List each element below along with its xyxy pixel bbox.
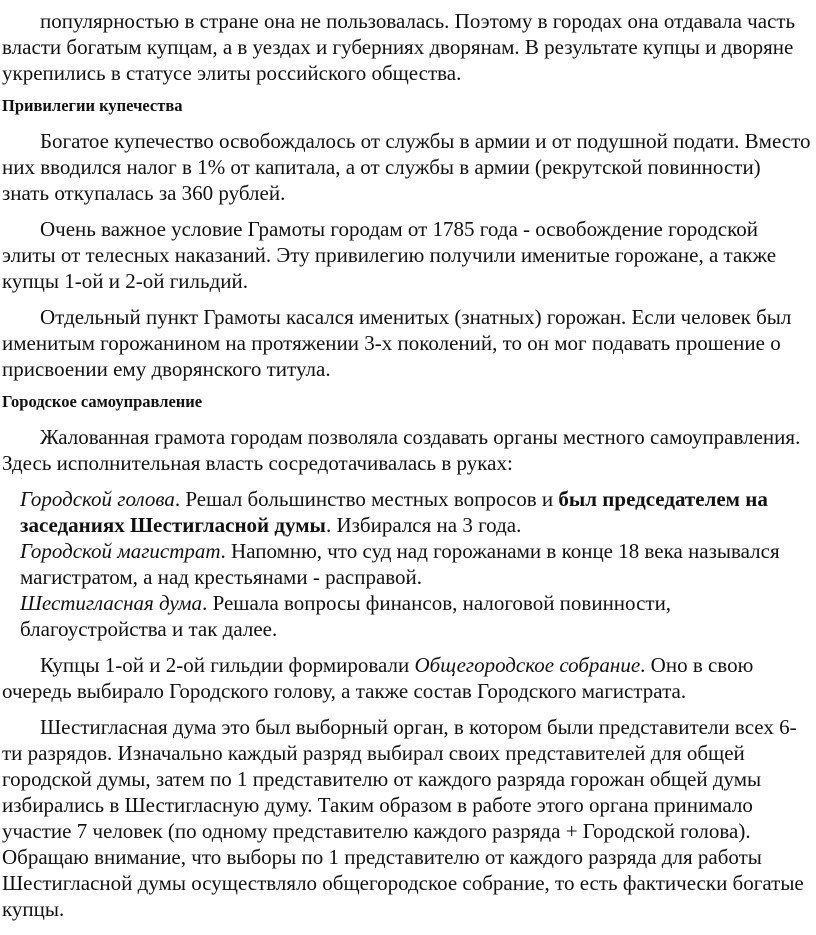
term-six-voice-duma: Шестигласная дума <box>20 591 203 615</box>
term-city-head: Городской голова <box>20 487 175 511</box>
list-item-six-voice-duma <box>20 590 810 642</box>
list-item-city-magistrate <box>20 538 810 590</box>
paragraph-text: Купцы 1-ой и 2-ой гильдии формировали <box>40 653 415 677</box>
paragraph-intro: популярностью в стране она не пользовалась. Поэтому в городах она отдавала часть власти богатым купцам, а в уездах и губерниях дворянам. В результате купцы и дворяне укрепились в статусе элиты российского общества. <box>2 9 796 85</box>
term-city-magistrate: Городской магистрат <box>20 539 221 563</box>
paragraph-corporal-punishment: Очень важное условие Грамоты городам от 1785 года - освобождение городской элиты от телесных наказаний. Эту привилегию получили именитые горожане, а также купцы 1-ой и 2-ой гильдий. <box>2 217 777 293</box>
paragraph-text: . Оно в свою очередь выбирало Городского голову, а также состав Городского магистрата. <box>2 653 754 703</box>
executive-bodies-list <box>0 486 816 642</box>
paragraph-six-voice-duma: Шестигласная дума это был выборный орган, в котором были представители всех 6-ти разрядов. Изначально каждый разряд выбирал своих представителей для общей городской думы, затем по 1 представителю от каждого разряда горожан общей думы избирались в Шестигласную думу. Таким образом в работе этого органа принимало участие 7 человек (по одному представителю каждого разряда + Городской голова). Обращаю внимание, что выборы по 1 представителю от каждого разряда для работы Шестигласной думы осуществляло общегородское собрание, то есть фактически богатые купцы. <box>2 715 804 921</box>
heading-city-self-government: Городское самоуправление <box>2 392 203 411</box>
list-item-text: . Решала вопросы финансов, налоговой повинности, благоустройства и так далее. <box>20 591 672 641</box>
paragraph-general-assembly <box>0 652 816 704</box>
list-item-text: . Напомню, что суд над горожанами в конце 18 века назывался магистратом, а над крестьянами - расправой. <box>20 539 780 589</box>
heading-merchant-privileges: Привилегии купечества <box>2 96 183 115</box>
term-general-assembly: Общегородское собрание <box>414 653 641 677</box>
paragraph-executive-power: Жалованная грамота городам позволяла создавать органы местного самоуправления. Здесь исполнительная власть сосредотачивалась в руках: <box>2 425 801 475</box>
list-item-city-head <box>20 486 810 538</box>
paragraph-tax-exemption: Богатое купечество освобождалось от службы в армии и от подушной подати. Вместо них вводился налог в 1% от капитала, а от службы в армии (рекрутской повинности) знать откупалась за 360 рублей. <box>2 129 811 205</box>
list-item-text: . Избирался на 3 года. <box>325 513 522 537</box>
bold-chairman-text: был председателем на заседаниях Шестигласной думы <box>20 487 768 537</box>
list-item-text: . Решал большинство местных вопросов и <box>174 487 559 511</box>
paragraph-noble-title: Отдельный пункт Грамоты касался именитых (знатных) горожан. Если человек был именитым горожанином на протяжении 3-х поколений, то он мог подавать прошение о присвоении ему дворянского титула. <box>2 305 792 381</box>
